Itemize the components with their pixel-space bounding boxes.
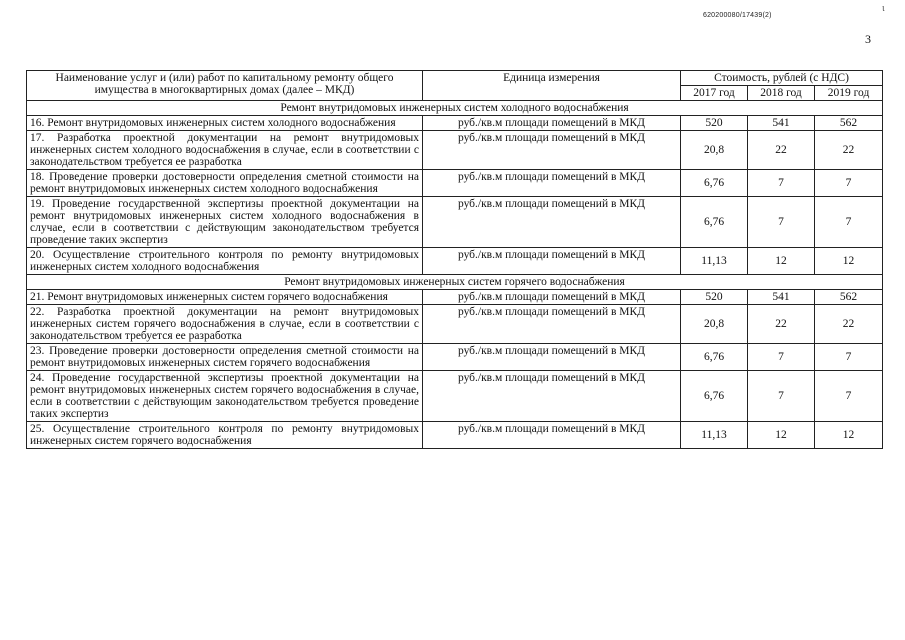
header-unit: Единица измерения bbox=[423, 71, 681, 101]
header-cost: Стоимость, рублей (с НДС) bbox=[681, 71, 883, 86]
cost-2017-cell: 20,8 bbox=[681, 305, 748, 344]
table-row bbox=[27, 290, 883, 305]
document-id: 620200080/17439(2) bbox=[703, 12, 772, 19]
cost-2018-cell: 7 bbox=[748, 197, 815, 248]
corner-mark: ι bbox=[882, 3, 885, 14]
section-title: Ремонт внутридомовых инженерных систем холодного водоснабжения bbox=[27, 101, 883, 116]
cost-2017-cell: 6,76 bbox=[681, 371, 748, 422]
cost-2019-cell: 22 bbox=[815, 305, 883, 344]
cost-2017-cell: 11,13 bbox=[681, 422, 748, 449]
table-row bbox=[27, 197, 883, 248]
table-row bbox=[27, 344, 883, 371]
cost-2018-cell: 12 bbox=[748, 422, 815, 449]
section-title: Ремонт внутридомовых инженерных систем горячего водоснабжения bbox=[27, 275, 883, 290]
section-row bbox=[27, 275, 883, 290]
cost-2019-cell: 562 bbox=[815, 290, 883, 305]
unit-cell: руб./кв.м площади помещений в МКД bbox=[423, 422, 681, 449]
table-row bbox=[27, 131, 883, 170]
header-row bbox=[27, 71, 883, 86]
cost-2018-cell: 12 bbox=[748, 248, 815, 275]
cost-2017-cell: 20,8 bbox=[681, 131, 748, 170]
unit-cell: руб./кв.м площади помещений в МКД bbox=[423, 290, 681, 305]
service-name-cell: 22. Разработка проектной документации на ремонт внутридомовых инженерных систем горячего водоснабжения в случае, если в соответствии с законодательством требуется ее разработка bbox=[27, 305, 423, 344]
cost-2017-cell: 6,76 bbox=[681, 197, 748, 248]
header-year-2018: 2018 год bbox=[748, 86, 815, 101]
cost-2019-cell: 562 bbox=[815, 116, 883, 131]
unit-cell: руб./кв.м площади помещений в МКД bbox=[423, 305, 681, 344]
cost-2018-cell: 7 bbox=[748, 344, 815, 371]
header-year-2019: 2019 год bbox=[815, 86, 883, 101]
cost-2019-cell: 7 bbox=[815, 371, 883, 422]
unit-cell: руб./кв.м площади помещений в МКД bbox=[423, 116, 681, 131]
table-row bbox=[27, 170, 883, 197]
tariff-table bbox=[26, 70, 883, 449]
cost-2019-cell: 7 bbox=[815, 170, 883, 197]
cost-2017-cell: 520 bbox=[681, 290, 748, 305]
cost-2018-cell: 7 bbox=[748, 371, 815, 422]
table-row bbox=[27, 422, 883, 449]
unit-cell: руб./кв.м площади помещений в МКД bbox=[423, 131, 681, 170]
table-row bbox=[27, 116, 883, 131]
unit-cell: руб./кв.м площади помещений в МКД bbox=[423, 197, 681, 248]
cost-2017-cell: 11,13 bbox=[681, 248, 748, 275]
cost-2019-cell: 22 bbox=[815, 131, 883, 170]
cost-2018-cell: 541 bbox=[748, 290, 815, 305]
cost-2018-cell: 22 bbox=[748, 131, 815, 170]
cost-2019-cell: 7 bbox=[815, 344, 883, 371]
cost-2018-cell: 541 bbox=[748, 116, 815, 131]
service-name-cell: 18. Проведение проверки достоверности определения сметной стоимости на ремонт внутридомовых инженерных систем холодного водоснабжения bbox=[27, 170, 423, 197]
cost-2018-cell: 22 bbox=[748, 305, 815, 344]
service-name-cell: 24. Проведение государственной экспертизы проектной документации на ремонт внутридомовых инженерных систем горячего водоснабжения в случае, если в соответствии с действующим законодательством требуется проведение таких экспертиз bbox=[27, 371, 423, 422]
cost-2019-cell: 12 bbox=[815, 422, 883, 449]
unit-cell: руб./кв.м площади помещений в МКД bbox=[423, 371, 681, 422]
service-name-cell: 23. Проведение проверки достоверности определения сметной стоимости на ремонт внутридомовых инженерных систем горячего водоснабжения bbox=[27, 344, 423, 371]
table-body bbox=[27, 101, 883, 449]
header-year-2017: 2017 год bbox=[681, 86, 748, 101]
table-row bbox=[27, 371, 883, 422]
table-row bbox=[27, 248, 883, 275]
service-name-cell: 19. Проведение государственной экспертизы проектной документации на ремонт внутридомовых инженерных систем холодного водоснабжения в случае, если в соответствии с действующим законодательством требуется проведение таких экспертиз bbox=[27, 197, 423, 248]
page-number: 3 bbox=[865, 32, 871, 46]
header-service-name: Наименование услуг и (или) работ по капитальному ремонту общего имущества в многоквартирных домах (далее – МКД) bbox=[27, 71, 423, 101]
cost-2018-cell: 7 bbox=[748, 170, 815, 197]
service-name-cell: 21. Ремонт внутридомовых инженерных систем горячего водоснабжения bbox=[27, 290, 423, 305]
cost-2019-cell: 7 bbox=[815, 197, 883, 248]
service-name-cell: 20. Осуществление строительного контроля по ремонту внутридомовых инженерных систем холодного водоснабжения bbox=[27, 248, 423, 275]
unit-cell: руб./кв.м площади помещений в МКД bbox=[423, 170, 681, 197]
cost-2017-cell: 6,76 bbox=[681, 344, 748, 371]
section-row bbox=[27, 101, 883, 116]
unit-cell: руб./кв.м площади помещений в МКД bbox=[423, 344, 681, 371]
table-row bbox=[27, 305, 883, 344]
service-name-cell: 25. Осуществление строительного контроля по ремонту внутридомовых инженерных систем горячего водоснабжения bbox=[27, 422, 423, 449]
service-name-cell: 16. Ремонт внутридомовых инженерных систем холодного водоснабжения bbox=[27, 116, 423, 131]
cost-2017-cell: 6,76 bbox=[681, 170, 748, 197]
unit-cell: руб./кв.м площади помещений в МКД bbox=[423, 248, 681, 275]
service-name-cell: 17. Разработка проектной документации на ремонт внутридомовых инженерных систем холодного водоснабжения в случае, если в соответствии с законодательством требуется ее разработка bbox=[27, 131, 423, 170]
cost-2017-cell: 520 bbox=[681, 116, 748, 131]
cost-2019-cell: 12 bbox=[815, 248, 883, 275]
